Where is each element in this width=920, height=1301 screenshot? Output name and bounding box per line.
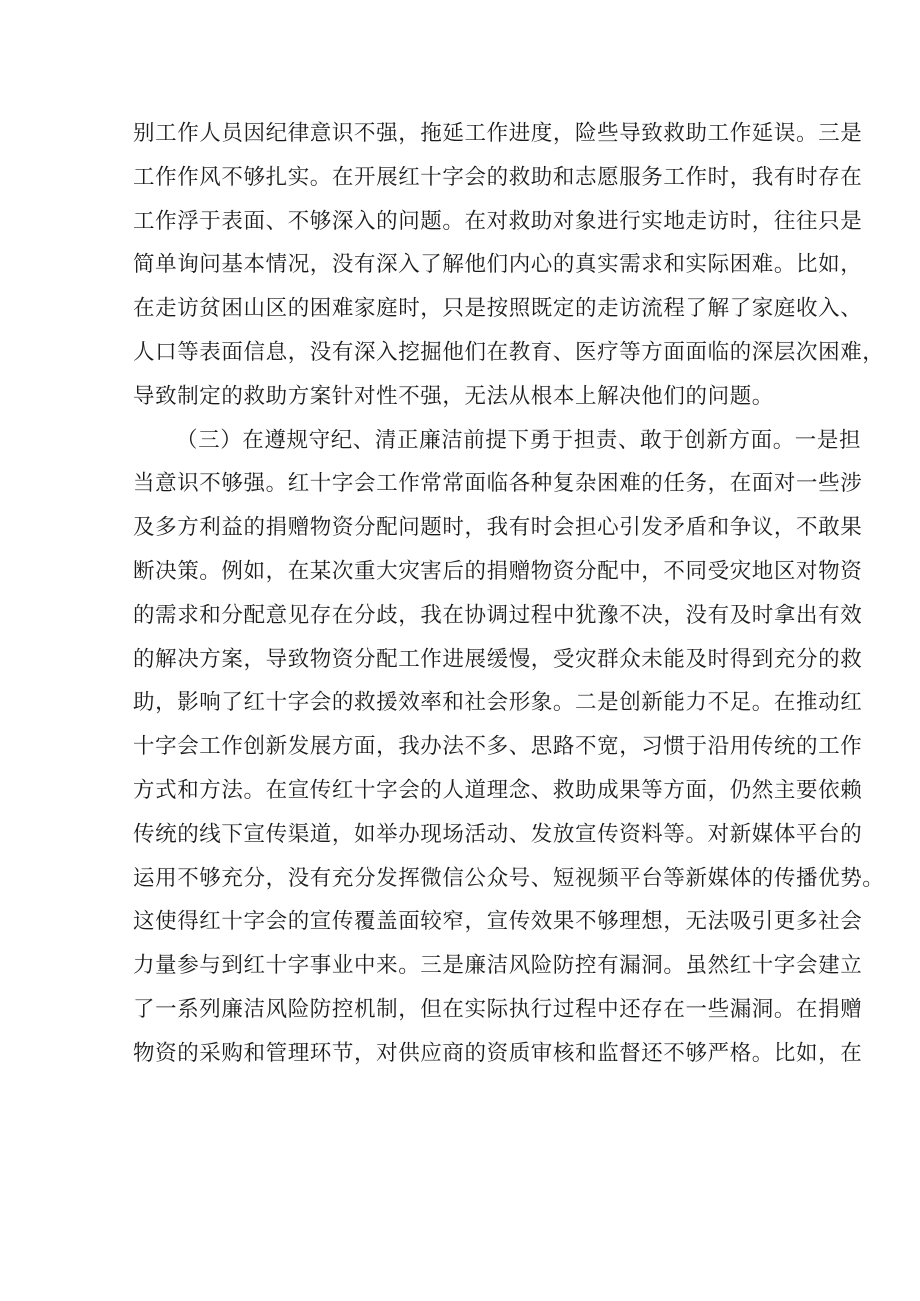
- text-line: 工作浮于表面、不够深入的问题。在对救助对象进行实地走访时，往往只是: [133, 208, 863, 234]
- text-line: 物资的采购和管理环节，对供应商的资质审核和监督还不够严格。比如，在: [133, 1040, 863, 1066]
- text-line: （三）在遵规守纪、清正廉洁前提下勇于担责、敢于创新方面。一是担: [176, 427, 862, 453]
- document-body: [133, 112, 885, 1076]
- text-line: 在走访贫困山区的困难家庭时，只是按照既定的走访流程了解了家庭收入、: [133, 296, 863, 322]
- text-line: 别工作人员因纪律意识不强，拖延工作进度，险些导致救助工作延误。三是: [133, 121, 863, 146]
- text-line: 人口等表面信息，没有深入挖掘他们在教育、医疗等方面面临的深层次困难，: [133, 339, 885, 365]
- text-line: 力量参与到红十字事业中来。三是廉洁风险防控有漏洞。虽然红十字会建立: [133, 953, 863, 979]
- text-line: 这使得红十字会的宣传覆盖面较窄，宣传效果不够理想，无法吸引更多社会: [133, 909, 863, 935]
- text-line: 方式和方法。在宣传红十字会的人道理念、救助成果等方面，仍然主要依赖: [133, 777, 863, 803]
- text-line: 的解决方案，导致物资分配工作进展缓慢，受灾群众未能及时得到充分的救: [133, 646, 863, 672]
- text-line: 十字会工作创新发展方面，我办法不多、思路不宽，习惯于沿用传统的工作: [133, 734, 863, 760]
- text-line: 断决策。例如，在某次重大灾害后的捐赠物资分配中，不同受灾地区对物资: [133, 558, 863, 584]
- text-line: 简单询问基本情况，没有深入了解他们内心的真实需求和实际困难。比如，: [133, 252, 863, 278]
- text-line: 导致制定的救助方案针对性不强，无法从根本上解决他们的问题。: [133, 383, 774, 409]
- paragraph-1: [133, 112, 885, 419]
- text-line: 及多方利益的捐赠物资分配问题时，我有时会担心引发矛盾和争议，不敢果: [133, 515, 863, 541]
- text-line: 工作作风不够扎实。在开展红十字会的救助和志愿服务工作时，我有时存在: [133, 164, 863, 190]
- text-line: 了一系列廉洁风险防控机制，但在实际执行过程中还存在一些漏洞。在捐赠: [133, 996, 863, 1022]
- text-line: 当意识不够强。红十字会工作常常面临各种复杂困难的任务，在面对一些涉: [133, 471, 863, 497]
- text-line: 传统的线下宣传渠道，如举办现场活动、发放宣传资料等。对新媒体平台的: [133, 821, 863, 847]
- text-line: 助，影响了红十字会的救援效率和社会形象。二是创新能力不足。在推动红: [133, 690, 863, 716]
- paragraph-2: [133, 419, 885, 1076]
- text-line: 运用不够充分，没有充分发挥微信公众号、短视频平台等新媒体的传播优势。: [133, 865, 885, 891]
- text-line: 的需求和分配意见存在分歧，我在协调过程中犹豫不决，没有及时拿出有效: [133, 602, 863, 628]
